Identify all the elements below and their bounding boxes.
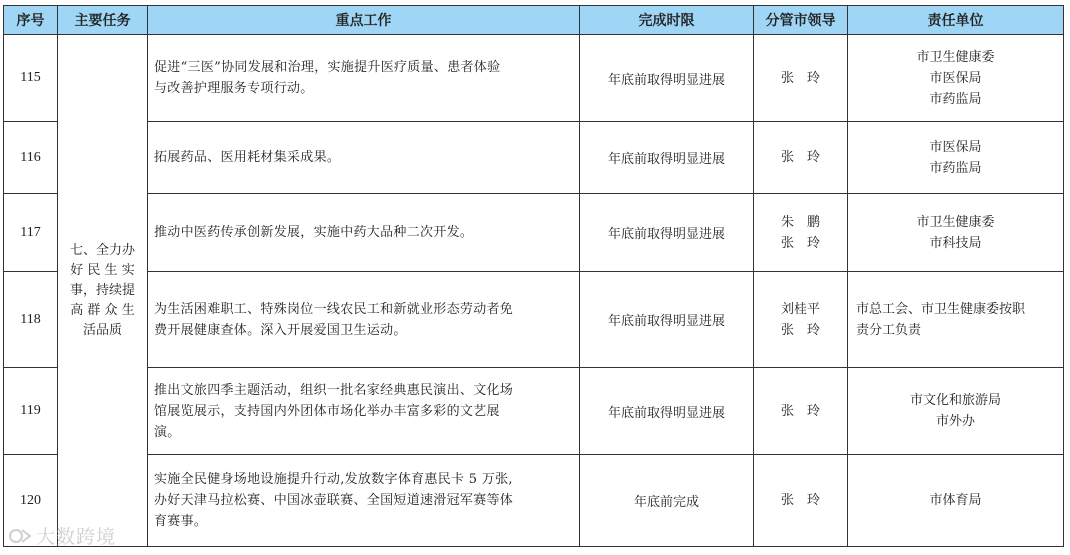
- main-task-line: 事，持续提: [69, 282, 135, 298]
- header-main-task: 主要任务: [58, 6, 148, 35]
- key-work-line: 演。: [154, 424, 181, 440]
- key-work-line: 推出文旅四季主题活动，组织一批名家经典惠民演出、文化场: [154, 382, 514, 398]
- header-leader: 分管市领导: [754, 6, 848, 35]
- row-number: 118: [4, 272, 58, 368]
- unit-cell: [848, 368, 1064, 455]
- row-number: 119: [4, 368, 58, 455]
- leader-name: 张 玲: [780, 322, 820, 338]
- unit-name: 市药监局: [929, 91, 982, 107]
- leader-cell: [754, 272, 848, 368]
- leader-cell: [754, 122, 848, 194]
- unit-name: 市外办: [935, 414, 975, 429]
- key-work-line: 馆展览展示，支持国内外团体市场化举办丰富多彩的文艺展: [154, 403, 500, 419]
- key-work-line: 与改善护理服务专项行动。: [154, 81, 314, 96]
- unit-name: 市体育局: [929, 493, 982, 508]
- unit-cell: [848, 194, 1064, 272]
- key-work-line: 实施全民健身场地设施提升行动,发放数字体育惠民卡 5 万张,: [154, 472, 513, 487]
- unit-name: 市医保局: [929, 70, 982, 86]
- leader-cell: [754, 35, 848, 122]
- deadline-cell: 年底前取得明显进展: [580, 194, 754, 272]
- unit-name: 市药监局: [929, 160, 982, 176]
- unit-cell: [848, 35, 1064, 122]
- main-task-line: 七、全力办: [69, 242, 135, 258]
- deadline-cell: 年底前取得明显进展: [580, 272, 754, 368]
- table-row: [4, 272, 1064, 368]
- key-work-line: 育赛事。: [154, 514, 208, 529]
- unit-name: 责分工负责: [856, 322, 922, 338]
- key-work-cell: [148, 194, 580, 272]
- key-work-cell: [148, 122, 580, 194]
- leader-cell: [754, 455, 848, 547]
- watermark-text: 大数跨境: [36, 526, 117, 548]
- watermark-logo-icon: [8, 525, 32, 547]
- leader-name: 张 玲: [780, 493, 820, 508]
- unit-name: 市总工会、市卫生健康委按职: [856, 301, 1026, 317]
- header-deadline: 完成时限: [580, 6, 754, 35]
- key-work-line: 推动中医药传承创新发展，实施中药大品种二次开发。: [154, 225, 474, 240]
- deadline-cell: 年底前取得明显进展: [580, 368, 754, 455]
- header-row: [4, 6, 1064, 35]
- header-key-work: 重点工作: [148, 6, 580, 35]
- unit-cell: [848, 455, 1064, 547]
- row-number: 115: [4, 35, 58, 122]
- row-number: 117: [4, 194, 58, 272]
- table-row: [4, 455, 1064, 547]
- leader-name: 刘桂平: [780, 301, 820, 317]
- table-row: [4, 122, 1064, 194]
- main-task-cell: [58, 35, 148, 547]
- key-work-line: 为生活困难职工、特殊岗位一线农民工和新就业形态劳动者免: [154, 301, 514, 317]
- deadline-cell: 年底前取得明显进展: [580, 35, 754, 122]
- unit-name: 市科技局: [929, 235, 982, 251]
- key-work-cell: [148, 368, 580, 455]
- table-row: [4, 368, 1064, 455]
- unit-name: 市卫生健康委: [916, 49, 995, 65]
- work-table: [3, 5, 1064, 547]
- leader-name: 张 玲: [780, 403, 820, 419]
- row-number: 116: [4, 122, 58, 194]
- leader-name: 张 玲: [780, 70, 820, 86]
- main-task-line: 活品质: [82, 322, 122, 338]
- table-row: [4, 35, 1064, 122]
- leader-name: 张 玲: [780, 150, 820, 165]
- key-work-line: 促进“三医”协同发展和治理，实施提升医疗质量、患者体验: [154, 60, 501, 75]
- deadline-cell: 年底前完成: [580, 455, 754, 547]
- key-work-line: 费开展健康查体。深入开展爱国卫生运动。: [154, 322, 407, 338]
- unit-name: 市文化和旅游局: [909, 393, 1001, 408]
- unit-cell: [848, 122, 1064, 194]
- header-responsible-unit: 责任单位: [848, 6, 1064, 35]
- key-work-line: 拓展药品、医用耗材集采成果。: [154, 150, 341, 165]
- main-task-line: 好 民 生 实: [70, 262, 135, 278]
- header-index: 序号: [4, 6, 58, 35]
- main-task-line: 高 群 众 生: [70, 302, 135, 318]
- key-work-cell: [148, 35, 580, 122]
- unit-cell: [848, 272, 1064, 368]
- key-work-cell: [148, 272, 580, 368]
- watermark: [8, 522, 116, 549]
- table-row: [4, 194, 1064, 272]
- unit-name: 市卫生健康委: [916, 214, 995, 230]
- row-number: 120: [4, 455, 58, 547]
- leader-cell: [754, 368, 848, 455]
- leader-cell: [754, 194, 848, 272]
- key-work-line: 办好天津马拉松赛、中国冰壶联赛、全国短道速滑冠军赛等体: [154, 493, 514, 508]
- unit-name: 市医保局: [929, 139, 982, 155]
- deadline-cell: 年底前取得明显进展: [580, 122, 754, 194]
- leader-name: 张 玲: [780, 235, 820, 251]
- key-work-cell: [148, 455, 580, 547]
- leader-name: 朱 鹏: [780, 214, 820, 230]
